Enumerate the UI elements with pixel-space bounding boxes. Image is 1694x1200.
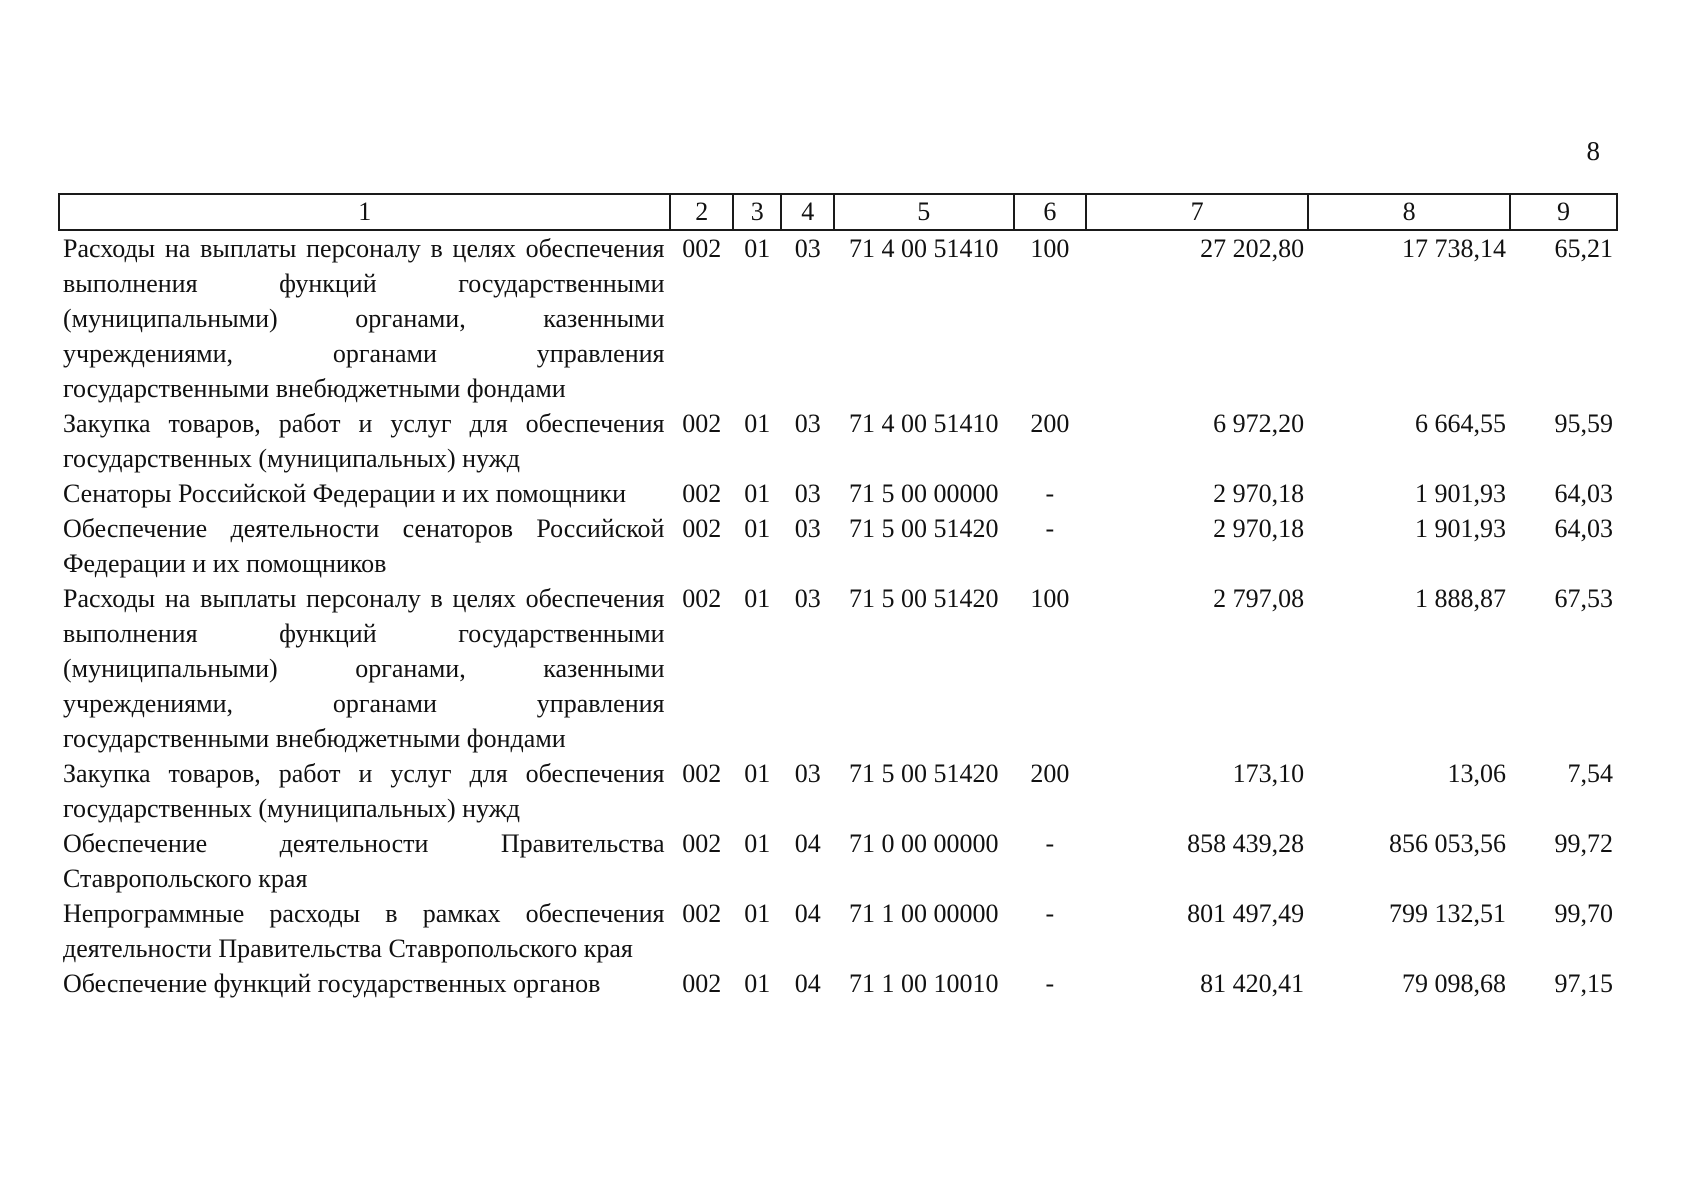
row-admin-code: 002 [682,409,722,438]
row-subsection: 04 [794,969,821,998]
row-target-article: 71 5 00 51420 [848,759,999,788]
row-planned: 81 420,41 [1200,969,1305,998]
row-admin-code: 002 [682,759,722,788]
row-target-article: 71 4 00 51410 [848,234,999,263]
header-row [59,194,1617,230]
row-subsection: 04 [794,899,821,928]
row-executed: 1 901,93 [1414,514,1506,543]
row-expense-type: 200 [1030,759,1070,788]
row-executed: 13,06 [1447,759,1506,788]
row-expense-type: - [1045,479,1055,508]
row-section: 01 [744,899,771,928]
table-row [59,966,1617,1001]
row-executed: 6 664,55 [1414,409,1506,438]
row-subsection: 03 [794,514,821,543]
row-planned: 27 202,80 [1200,234,1305,263]
row-planned: 6 972,20 [1213,409,1305,438]
row-percent: 99,70 [1554,899,1613,928]
row-admin-code: 002 [682,479,722,508]
row-subsection: 03 [794,409,821,438]
header-col-7: 7 [1086,194,1308,230]
header-col-3: 3 [733,194,781,230]
row-section: 01 [744,759,771,788]
header-col-6: 6 [1014,194,1087,230]
row-expense-type: - [1045,969,1055,998]
row-executed: 17 738,14 [1401,234,1506,263]
row-planned: 2 797,08 [1213,584,1305,613]
row-name: Закупка товаров, работ и услуг для обеспечения государственных (муниципальных) нужд [63,759,665,823]
row-planned: 2 970,18 [1213,514,1305,543]
table-row [59,826,1617,896]
table-row [59,406,1617,476]
row-name: Сенаторы Российской Федерации и их помощники [63,479,626,508]
row-percent: 99,72 [1554,829,1613,858]
row-planned: 173,10 [1232,759,1305,788]
row-percent: 64,03 [1554,514,1613,543]
table-row [59,756,1617,826]
row-executed: 799 132,51 [1388,899,1506,928]
row-admin-code: 002 [682,584,722,613]
row-expense-type: - [1045,899,1055,928]
row-section: 01 [744,584,771,613]
row-section: 01 [744,969,771,998]
row-percent: 7,54 [1567,759,1613,788]
budget-table [58,193,1618,1001]
row-target-article: 71 0 00 00000 [848,829,999,858]
row-name: Обеспечение функций государственных органов [63,969,601,998]
header-col-9: 9 [1510,194,1617,230]
header-col-2: 2 [670,194,733,230]
row-section: 01 [744,409,771,438]
row-percent: 65,21 [1554,234,1613,263]
table-row [59,476,1617,511]
row-section: 01 [744,479,771,508]
table-header [59,194,1617,230]
row-expense-type: - [1045,514,1055,543]
row-planned: 801 497,49 [1187,899,1305,928]
row-executed: 856 053,56 [1388,829,1506,858]
page-number: 8 [1586,136,1600,166]
row-target-article: 71 5 00 00000 [848,479,999,508]
row-admin-code: 002 [682,969,722,998]
row-subsection: 04 [794,829,821,858]
row-subsection: 03 [794,759,821,788]
row-planned: 2 970,18 [1213,479,1305,508]
row-executed: 1 888,87 [1414,584,1506,613]
row-expense-type: - [1045,829,1055,858]
header-col-4: 4 [781,194,833,230]
row-name: Расходы на выплаты персоналу в целях обеспечения выполнения функций государственными (муниципальными) органами, казенными учреждениями, органами управления государственными внебюджетными фондами [63,584,665,753]
row-admin-code: 002 [682,514,722,543]
row-section: 01 [744,514,771,543]
row-target-article: 71 4 00 51410 [848,409,999,438]
table-row [59,230,1617,406]
header-col-1: 1 [59,194,670,230]
row-expense-type: 200 [1030,409,1070,438]
row-percent: 67,53 [1554,584,1613,613]
row-subsection: 03 [794,584,821,613]
row-name: Обеспечение деятельности Правительства Ставропольского края [63,829,665,893]
row-admin-code: 002 [682,234,722,263]
table-row [59,896,1617,966]
table-row [59,511,1617,581]
row-target-article: 71 5 00 51420 [848,584,999,613]
table-row [59,581,1617,756]
row-subsection: 03 [794,234,821,263]
row-admin-code: 002 [682,829,722,858]
table-body [59,230,1617,1001]
row-section: 01 [744,829,771,858]
row-section: 01 [744,234,771,263]
row-percent: 64,03 [1554,479,1613,508]
row-name: Закупка товаров, работ и услуг для обеспечения государственных (муниципальных) нужд [63,409,665,473]
row-executed: 79 098,68 [1401,969,1506,998]
header-col-5: 5 [834,194,1014,230]
row-target-article: 71 5 00 51420 [848,514,999,543]
row-planned: 858 439,28 [1187,829,1305,858]
row-admin-code: 002 [682,899,722,928]
row-target-article: 71 1 00 00000 [848,899,999,928]
row-name: Расходы на выплаты персоналу в целях обеспечения выполнения функций государственными (муниципальными) органами, казенными учреждениями, органами управления государственными внебюджетными фондами [63,234,665,403]
row-expense-type: 100 [1030,584,1070,613]
row-executed: 1 901,93 [1414,479,1506,508]
row-subsection: 03 [794,479,821,508]
row-percent: 97,15 [1554,969,1613,998]
row-target-article: 71 1 00 10010 [848,969,999,998]
header-col-8: 8 [1308,194,1510,230]
row-name: Обеспечение деятельности сенаторов Российской Федерации и их помощников [63,514,665,578]
row-name: Непрограммные расходы в рамках обеспечения деятельности Правительства Ставропольского края [63,899,665,963]
row-expense-type: 100 [1030,234,1070,263]
row-percent: 95,59 [1554,409,1613,438]
